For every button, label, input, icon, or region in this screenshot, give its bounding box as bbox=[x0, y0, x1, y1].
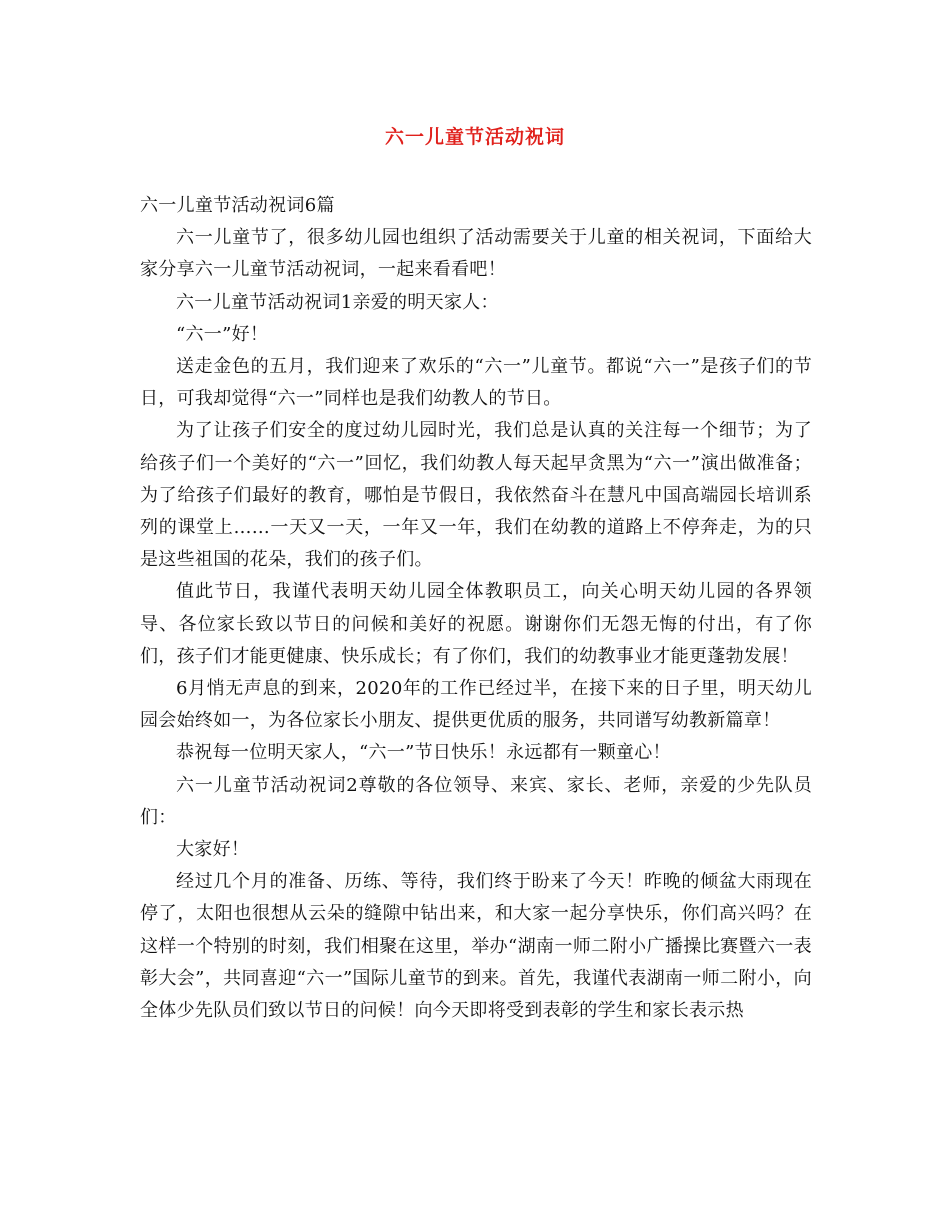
document-title: 六一儿童节活动祝词 bbox=[384, 126, 565, 148]
paragraph-body: 值此节日，我谨代表明天幼儿园全体教职员工，向关心明天幼儿园的各界领导、各位家长致以节日的问候和美好的祝愿。谢谢你们无怨无悔的付出，有了你们，孩子们才能更健康、快乐成长；有了你们，我们的幼教事业才能更蓬勃发展！ bbox=[140, 581, 812, 667]
document-body bbox=[140, 190, 812, 1027]
paragraph-greeting: 大家好！ bbox=[176, 839, 250, 861]
paragraph-greeting: “六一”好！ bbox=[176, 323, 269, 345]
paragraph-body: 6月悄无声息的到来，2020年的工作已经过半，在接下来的日子里，明天幼儿园会始终如一，为各位家长小朋友、提供更优质的服务，共同谱写幼教新篇章！ bbox=[140, 678, 812, 732]
document-heading: 六一儿童节活动祝词6篇 bbox=[140, 195, 335, 216]
paragraph-intro: 六一儿童节了，很多幼儿园也组织了活动需要关于儿童的相关祝词，下面给大家分享六一儿童节活动祝词，一起来看看吧！ bbox=[140, 227, 812, 281]
paragraph-body: 为了让孩子们安全的度过幼儿园时光，我们总是认真的关注每一个细节；为了给孩子们一个美好的“六一”回忆，我们幼教人每天起早贪黑为“六一”演出做准备；为了给孩子们最好的教育，哪怕是节假日，我依然奋斗在慧凡中国高端园长培训系列的课堂上……一天又一天，一年又一年，我们在幼教的道路上不停奔走，为的只是这些祖国的花朵，我们的孩子们。 bbox=[140, 420, 812, 571]
paragraph-speech1-salutation: 六一儿童节活动祝词1亲爱的明天家人： bbox=[176, 291, 499, 313]
paragraph-speech2-salutation: 六一儿童节活动祝词2尊敬的各位领导、来宾、家长、老师，亲爱的少先队员们： bbox=[140, 774, 812, 828]
paragraph-closing: 恭祝每一位明天家人，“六一”节日快乐！永远都有一颗童心！ bbox=[176, 742, 671, 764]
paragraph-body: 经过几个月的准备、历练、等待，我们终于盼来了今天！昨晚的倾盆大雨现在停了，太阳也很想从云朵的缝隙中钻出来，和大家一起分享快乐，你们高兴吗？在这样一个特别的时刻，我们相聚在这里，举办“湖南一师二附小广播操比赛暨六一表彰大会”，共同喜迎“六一”国际儿童节的到来。首先，我谨代表湖南一师二附小，向全体少先队员们致以节日的问候！向今天即将受到表彰的学生和家长表示热 bbox=[140, 871, 812, 1022]
paragraph-body: 送走金色的五月，我们迎来了欢乐的“六一”儿童节。都说“六一”是孩子们的节日，可我却觉得“六一”同样也是我们幼教人的节日。 bbox=[140, 356, 812, 410]
